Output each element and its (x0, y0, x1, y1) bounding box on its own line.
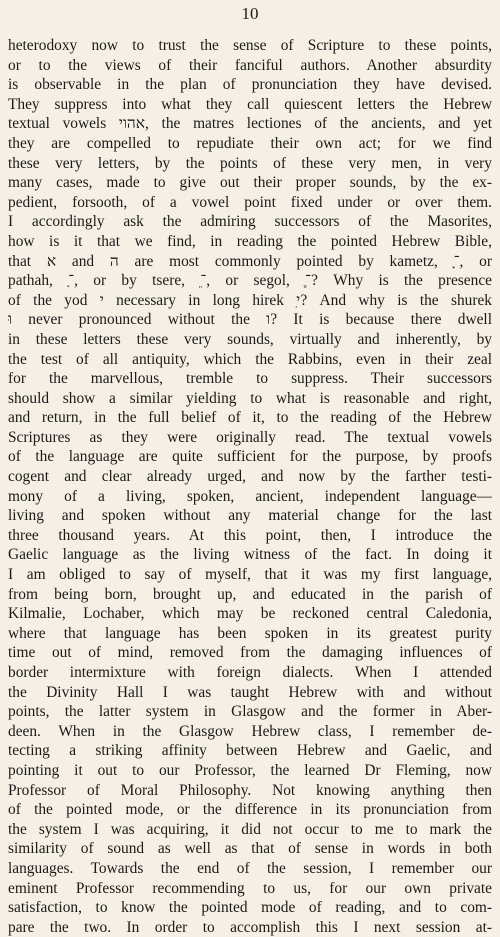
text-line: I am obliged to say of myself, that it was my first language, (8, 566, 492, 584)
text-line: וּ never pronounced without the ו? It is because there dwell (8, 311, 492, 329)
text-line: eminent Professor recommending to us, for our own private (8, 879, 492, 897)
text-line: pathah, ־ַ, or by tsere, ־ֵ, or segol, ־ֶ? Why is the presence (8, 272, 492, 290)
text-line: three thousand years. At this point, then, I introduce the (8, 526, 492, 544)
text-line: tecting a striking affinity between Hebrew and Gaelic, and (8, 742, 492, 760)
text-line: mony of a living, spoken, ancient, independent language— (8, 487, 492, 505)
text-line: Scriptures as they were originally read. The textual vowels (8, 428, 492, 446)
text-line: these very letters, by the points of these very men, in very (8, 154, 492, 172)
text-line: should show a similar yielding to what is reasonable and right, (8, 389, 492, 407)
text-line: Gaelic language as the living witness of the fact. In doing it (8, 546, 492, 564)
text-line: cogent and clear already urged, and now by the farther testi- (8, 468, 492, 486)
text-line: of the language are quite sufficient for the purpose, by proofs (8, 448, 492, 466)
text-line: points, the latter system in Glasgow and the former in Aber- (8, 703, 492, 721)
text-line: deen. When in the Glasgow Hebrew class, I remember de- (8, 722, 492, 740)
text-line: of the pointed mode, or the difference in its pronunciation from (8, 801, 492, 819)
text-line: and return, in the full belief of it, to the reading of the Hebrew (8, 409, 492, 427)
text-line: languages. Towards the end of the session, I remember our (8, 859, 492, 877)
text-line: living and spoken without any material change for the last (8, 507, 492, 525)
page-number: 10 (241, 4, 259, 23)
text-line: that א and ה are most commonly pointed by kametz, ־ָ, or (8, 252, 492, 270)
text-line: pare the two. In order to accomplish this I next session at- (8, 918, 492, 936)
text-line: textual vowels אהוי, the matres lectiones of the ancients, and yet (8, 115, 492, 133)
text-line: the Divinity Hall I was taught Hebrew with and without (8, 683, 492, 701)
text-line: time out of mind, removed from the damaging influences of (8, 644, 492, 662)
text-line: how is it that we find, in reading the pointed Hebrew Bible, (8, 232, 492, 250)
text-line: the system I was acquiring, it did not occur to me to mark the (8, 820, 492, 838)
text-line: from being born, brought up, and educated in the parish of (8, 585, 492, 603)
text-line: or to the views of their fanciful authors. Another absurdity (8, 56, 492, 74)
text-line: many cases, made to give out their proper sounds, by the ex- (8, 174, 492, 192)
text-line: Professor of Moral Philosophy. Not knowing anything then (8, 781, 492, 799)
text-line: satisfaction, to know the pointed mode of reading, and to com- (8, 899, 492, 917)
text-line: for the marvellous, tremble to suppress. Their successors (8, 370, 492, 388)
text-line: where that language has been spoken in its greatest purity (8, 624, 492, 642)
text-line: of the yod י necessary in long hirek ִי? And why is the shurek (8, 291, 492, 309)
body-text (8, 36, 492, 937)
text-line: border intermixture with foreign dialects. When I attended (8, 664, 492, 681)
text-line: they are compelled to repudiate their own act; for we find (8, 134, 492, 152)
text-line: I accordingly ask the admiring successors of the Masorites, (8, 213, 492, 231)
text-line: in these letters these very sounds, virtually and inherently, by (8, 330, 492, 348)
text-line: pedient, forsooth, of a vowel point fixed under or over them. (8, 193, 492, 211)
text-line: similarity of sound as well as that of sense in words in both (8, 840, 492, 858)
text-line: the test of all antiquity, which the Rabbins, even in their zeal (8, 350, 492, 368)
text-line: is observable in the plan of pronunciation they have devised. (8, 76, 492, 94)
text-line: heterodoxy now to trust the sense of Scripture to these points, (8, 37, 492, 54)
text-line: They suppress into what they call quiescent letters the Hebrew (8, 95, 492, 113)
text-line: pointing it out to our Professor, the learned Dr Fleming, now (8, 761, 492, 779)
text-line: Kilmalie, Lochaber, which may be reckoned central Caledonia, (8, 605, 492, 623)
